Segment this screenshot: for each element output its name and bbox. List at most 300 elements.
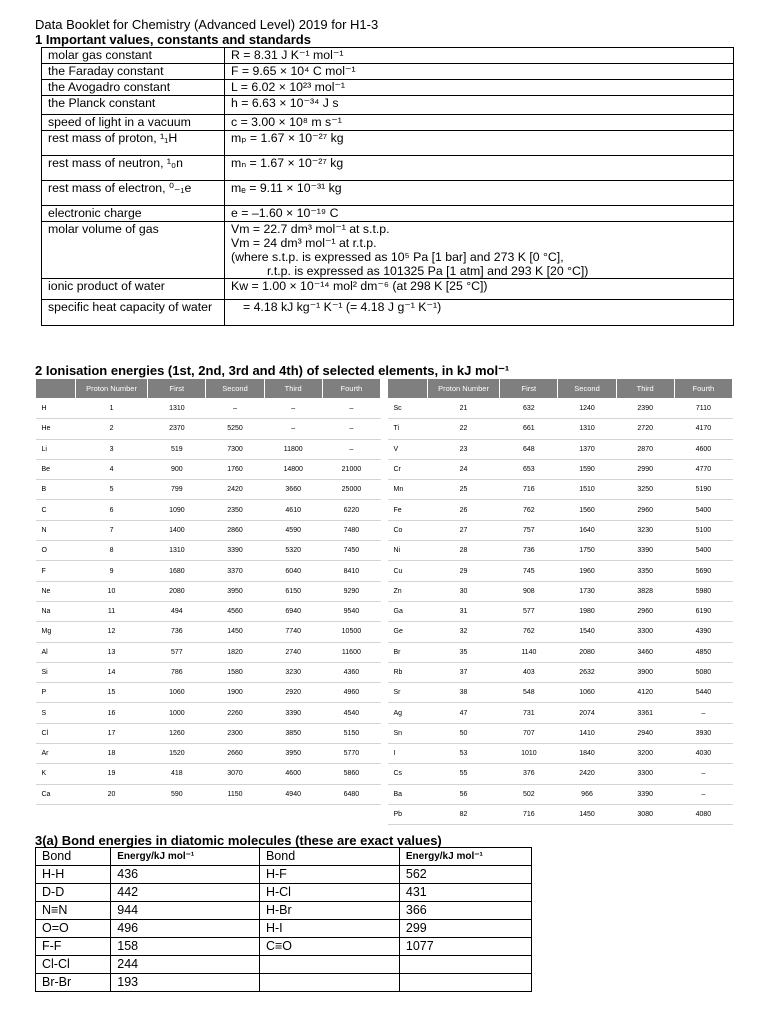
table-cell: 1730 [558,581,616,601]
column-header: Second [206,379,264,399]
element-symbol: Zn [388,581,428,601]
table-row [42,206,734,222]
element-symbol: N [36,520,76,540]
table-cell: 13 [75,642,147,662]
table-row [42,279,734,300]
table-row [388,744,733,764]
table-cell: 590 [148,784,206,804]
table-cell: 27 [427,520,499,540]
table-cell: 24 [427,459,499,479]
element-symbol: Sc [388,399,428,419]
table-cell: 3950 [264,744,322,764]
table-row [36,866,532,884]
constant-name: rest mass of proton, ¹₁H [42,131,225,156]
table-row [388,500,733,520]
constant-value: = 4.18 kJ kg⁻¹ K⁻¹ (= 4.18 J g⁻¹ K⁻¹) [225,300,734,326]
table-row [388,601,733,621]
constant-value [225,222,734,279]
table-cell: 3080 [616,804,674,824]
table-cell: 2990 [616,459,674,479]
table-row [36,561,381,581]
table-cell: 786 [148,662,206,682]
column-header: Energy/kJ mol⁻¹ [111,848,260,866]
table-cell: 562 [399,866,531,884]
element-symbol: V [388,439,428,459]
element-symbol: Si [36,662,76,682]
table-cell: 2300 [206,723,264,743]
table-cell: 38 [427,683,499,703]
constant-name: molar volume of gas [42,222,225,279]
table-cell: 2940 [616,723,674,743]
table-cell: 3250 [616,480,674,500]
table-cell: 5190 [674,480,732,500]
element-symbol: H [36,399,76,419]
table-cell: 3350 [616,561,674,581]
table-cell: – [264,419,322,439]
element-symbol: I [388,744,428,764]
table-row [388,480,733,500]
table-cell: 716 [500,804,558,824]
constant-name: rest mass of neutron, ¹₀n [42,156,225,181]
table-row [36,622,381,642]
table-cell: 4770 [674,459,732,479]
column-header: First [500,379,558,399]
table-cell: 16 [75,703,147,723]
table-row [36,500,381,520]
table-cell: 494 [148,601,206,621]
table-cell: 1450 [558,804,616,824]
table-cell: 47 [427,703,499,723]
table-cell: H-Br [259,902,399,920]
table-cell: 4960 [322,683,380,703]
table-cell: 6040 [264,561,322,581]
table-cell: 3361 [616,703,674,723]
table-cell: 2 [75,419,147,439]
table-cell: – [674,784,732,804]
bond-energy-table [35,847,532,992]
element-symbol: Pb [388,804,428,824]
table-cell: 3 [75,439,147,459]
table-cell: 7740 [264,622,322,642]
table-cell: 966 [558,784,616,804]
table-cell: 2260 [206,703,264,723]
table-row [42,64,734,80]
table-cell: 22 [427,419,499,439]
table-cell: – [322,419,380,439]
constant-value: mₑ = 9.11 × 10⁻³¹ kg [225,181,734,206]
table-cell [259,956,399,974]
constants-table [41,47,734,326]
column-header: Energy/kJ mol⁻¹ [399,848,531,866]
table-cell: 82 [427,804,499,824]
table-row [388,764,733,784]
element-symbol: Cr [388,459,428,479]
table-cell: 1510 [558,480,616,500]
table-cell: 762 [500,622,558,642]
table-cell: 3230 [616,520,674,540]
document-title: Data Booklet for Chemistry (Advanced Level) 2019 for H1-3 [35,17,379,32]
table-cell: – [206,399,264,419]
element-symbol: Cs [388,764,428,784]
table-row [36,784,381,804]
table-cell: 5690 [674,561,732,581]
table-row [388,703,733,723]
table-cell: – [674,764,732,784]
table-cell: H-H [36,866,111,884]
table-cell: 8410 [322,561,380,581]
table-cell: 7110 [674,399,732,419]
table-cell: 3390 [206,541,264,561]
table-cell: 4 [75,459,147,479]
element-symbol: Ar [36,744,76,764]
table-cell: 158 [111,938,260,956]
table-cell: 661 [500,419,558,439]
table-cell: 8 [75,541,147,561]
element-symbol: B [36,480,76,500]
table-cell: 716 [500,480,558,500]
table-cell: 1370 [558,439,616,459]
table-cell: 6 [75,500,147,520]
table-cell: 26 [427,500,499,520]
value-line: r.t.p. is expressed as 101325 Pa [1 atm] and 293 K [20 °C]) [267,264,589,278]
element-symbol: Mn [388,480,428,500]
element-symbol: Fe [388,500,428,520]
table-cell: 1400 [148,520,206,540]
table-cell: 431 [399,884,531,902]
table-cell: 4600 [264,764,322,784]
table-cell: 1560 [558,500,616,520]
table-cell: 1980 [558,601,616,621]
table-row [36,956,532,974]
table-cell: 3660 [264,480,322,500]
table-cell: D-D [36,884,111,902]
table-cell: 4850 [674,642,732,662]
table-cell: 1060 [558,683,616,703]
element-symbol: Co [388,520,428,540]
table-cell: 2390 [616,399,674,419]
column-header: Proton Number [75,379,147,399]
element-symbol: Ga [388,601,428,621]
table-row [36,764,381,784]
element-symbol: Ne [36,581,76,601]
value-line: (where s.t.p. is expressed as 10⁵ Pa [1 bar] and 273 K [0 °C], [231,250,564,264]
column-header: First [148,379,206,399]
table-row [388,622,733,642]
table-row [388,784,733,804]
column-header: Third [264,379,322,399]
table-cell: 366 [399,902,531,920]
constant-value: mₚ = 1.67 × 10⁻²⁷ kg [225,131,734,156]
table-row [36,459,381,479]
table-cell: 10 [75,581,147,601]
table-cell: 15 [75,683,147,703]
table-cell: 731 [500,703,558,723]
table-cell: 1820 [206,642,264,662]
constant-value: F = 9.65 × 10⁴ C mol⁻¹ [225,64,734,80]
table-cell: 4080 [674,804,732,824]
table-cell: 193 [111,974,260,992]
table-row [36,938,532,956]
table-cell: 5980 [674,581,732,601]
table-cell: 762 [500,500,558,520]
table-row [36,581,381,601]
table-row [36,662,381,682]
table-cell [259,974,399,992]
table-row [388,804,733,824]
table-cell: 496 [111,920,260,938]
table-row [388,561,733,581]
table-cell: F-F [36,938,111,956]
table-cell: 900 [148,459,206,479]
table-row [42,222,734,279]
element-symbol: Be [36,459,76,479]
table-row [42,115,734,131]
table-cell: C≡O [259,938,399,956]
table-row [388,541,733,561]
constant-name: speed of light in a vacuum [42,115,225,131]
table-cell: 30 [427,581,499,601]
table-cell: 736 [500,541,558,561]
table-cell: 502 [500,784,558,804]
table-cell: 9540 [322,601,380,621]
table-cell: 6940 [264,601,322,621]
table-cell: 1310 [148,399,206,419]
table-cell: 1540 [558,622,616,642]
table-cell: 3200 [616,744,674,764]
table-cell: 1580 [206,662,264,682]
table-cell: 23 [427,439,499,459]
element-symbol: C [36,500,76,520]
table-cell: 2920 [264,683,322,703]
table-row [388,662,733,682]
table-row [36,744,381,764]
table-cell: 1640 [558,520,616,540]
table-row [42,48,734,64]
table-cell: 376 [500,764,558,784]
constant-value: L = 6.02 × 10²³ mol⁻¹ [225,80,734,96]
table-cell: 21000 [322,459,380,479]
table-row [36,703,381,723]
table-cell: Cl-Cl [36,956,111,974]
table-cell: 29 [427,561,499,581]
table-cell: – [264,399,322,419]
constant-value: mₙ = 1.67 × 10⁻²⁷ kg [225,156,734,181]
column-header: Fourth [674,379,732,399]
table-cell: 3230 [264,662,322,682]
table-cell: 944 [111,902,260,920]
table-cell: 1240 [558,399,616,419]
table-header-row [36,379,381,399]
table-cell: 5320 [264,541,322,561]
table-cell: 1960 [558,561,616,581]
table-row [388,399,733,419]
table-cell: 4600 [674,439,732,459]
table-cell: 2660 [206,744,264,764]
table-cell: 12 [75,622,147,642]
table-cell: 1150 [206,784,264,804]
table-cell: 50 [427,723,499,743]
element-symbol: Mg [36,622,76,642]
table-cell: 5400 [674,500,732,520]
table-cell: 1760 [206,459,264,479]
constant-name: the Faraday constant [42,64,225,80]
table-cell: 3900 [616,662,674,682]
table-cell: 4170 [674,419,732,439]
table-cell: 20 [75,784,147,804]
table-cell: – [674,703,732,723]
element-symbol: Rb [388,662,428,682]
section2-heading: 2 Ionisation energies (1st, 2nd, 3rd and 4th) of selected elements, in kJ mol⁻¹ [35,363,510,378]
table-cell: 1077 [399,938,531,956]
table-cell: 1310 [148,541,206,561]
table-cell: 5080 [674,662,732,682]
constant-value: h = 6.63 × 10⁻³⁴ J s [225,96,734,115]
table-cell: 6480 [322,784,380,804]
table-cell: 56 [427,784,499,804]
table-row [42,96,734,115]
table-cell: 745 [500,561,558,581]
table-cell: 5860 [322,764,380,784]
element-symbol: F [36,561,76,581]
table-row [36,541,381,561]
table-cell: 2960 [616,601,674,621]
table-cell: 28 [427,541,499,561]
table-cell: 799 [148,480,206,500]
table-cell: 1520 [148,744,206,764]
constant-name: the Planck constant [42,96,225,115]
table-row [36,439,381,459]
table-cell: 6190 [674,601,732,621]
value-line: Vm = 22.7 dm³ mol⁻¹ at s.t.p. [231,222,390,236]
element-symbol: Na [36,601,76,621]
table-cell: 3390 [264,703,322,723]
table-header-row [388,379,733,399]
table-cell: 25000 [322,480,380,500]
table-cell: 18 [75,744,147,764]
table-cell: O=O [36,920,111,938]
table-row [36,399,381,419]
element-symbol: Li [36,439,76,459]
table-cell: 21 [427,399,499,419]
section3-heading: 3(a) Bond energies in diatomic molecules (these are exact values) [35,833,442,848]
table-header-row [36,848,532,866]
table-cell [399,956,531,974]
constant-name: the Avogadro constant [42,80,225,96]
table-row [42,131,734,156]
element-symbol: Br [388,642,428,662]
table-cell: 1590 [558,459,616,479]
element-symbol: Ti [388,419,428,439]
constant-name: molar gas constant [42,48,225,64]
table-cell: 4940 [264,784,322,804]
value-line: Vm = 24 dm³ mol⁻¹ at r.t.p. [231,236,377,250]
table-cell: 436 [111,866,260,884]
table-cell: 7450 [322,541,380,561]
constant-name: rest mass of electron, ⁰₋₁e [42,181,225,206]
table-cell: 5770 [322,744,380,764]
table-cell: 7 [75,520,147,540]
table-cell: 757 [500,520,558,540]
table-cell: H-Cl [259,884,399,902]
table-cell: 2860 [206,520,264,540]
table-cell: 5250 [206,419,264,439]
table-cell: 2420 [206,480,264,500]
table-cell: 1900 [206,683,264,703]
table-cell: 6220 [322,500,380,520]
table-row [36,683,381,703]
table-cell: 1260 [148,723,206,743]
table-cell: 653 [500,459,558,479]
table-row [36,920,532,938]
table-cell: 2420 [558,764,616,784]
table-cell: 3460 [616,642,674,662]
table-cell: 6150 [264,581,322,601]
table-row [42,181,734,206]
column-header [36,379,76,399]
element-symbol: Ag [388,703,428,723]
element-symbol: Ni [388,541,428,561]
table-cell: 5440 [674,683,732,703]
table-cell: 736 [148,622,206,642]
element-symbol: P [36,683,76,703]
table-cell: 17 [75,723,147,743]
table-row [42,156,734,181]
table-row [388,520,733,540]
table-cell: 3828 [616,581,674,601]
table-cell: 11800 [264,439,322,459]
column-header: Proton Number [427,379,499,399]
table-row [36,723,381,743]
element-symbol: K [36,764,76,784]
column-header: Second [558,379,616,399]
table-cell: – [322,439,380,459]
table-cell: Br-Br [36,974,111,992]
table-cell: 632 [500,399,558,419]
table-cell: 3390 [616,784,674,804]
table-cell: 3070 [206,764,264,784]
table-cell: 1010 [500,744,558,764]
table-cell: 2870 [616,439,674,459]
table-cell: 1060 [148,683,206,703]
table-cell: 11600 [322,642,380,662]
table-cell: 1750 [558,541,616,561]
constant-value: e = –1.60 × 10⁻¹⁹ C [225,206,734,222]
element-symbol: He [36,419,76,439]
table-cell: N≡N [36,902,111,920]
table-row [388,683,733,703]
table-cell: 14 [75,662,147,682]
table-cell: 577 [500,601,558,621]
element-symbol: Ca [36,784,76,804]
table-row [36,419,381,439]
table-cell: 4030 [674,744,732,764]
table-cell: 4390 [674,622,732,642]
table-cell: 4360 [322,662,380,682]
table-cell: 3390 [616,541,674,561]
table-row [42,80,734,96]
table-cell: 14800 [264,459,322,479]
table-cell: 3300 [616,622,674,642]
table-cell: 5 [75,480,147,500]
table-cell: 2740 [264,642,322,662]
table-cell: 244 [111,956,260,974]
table-cell: 1 [75,399,147,419]
ionisation-table-right [387,378,733,825]
table-cell: 577 [148,642,206,662]
constant-value: R = 8.31 J K⁻¹ mol⁻¹ [225,48,734,64]
column-header: Bond [36,848,111,866]
table-cell: 1410 [558,723,616,743]
